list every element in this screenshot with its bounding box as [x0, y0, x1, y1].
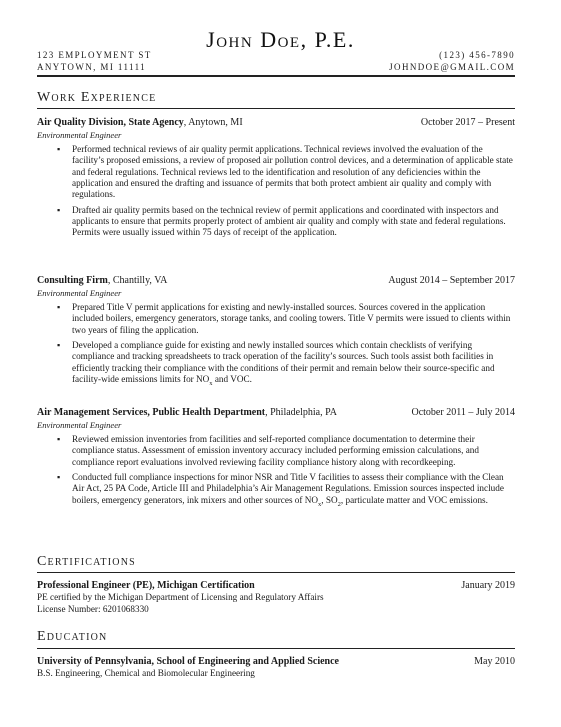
education-header	[37, 656, 515, 668]
certifications-divider	[37, 572, 515, 573]
employer-location: , Anytown, MI	[183, 117, 243, 128]
contact-row-2	[37, 62, 515, 73]
employer-name: Air Management Services, Public Health Department	[37, 407, 266, 418]
job-org	[37, 275, 167, 287]
email-link[interactable]: JOHNDOE@GMAIL.COM	[389, 62, 515, 72]
job-header	[37, 117, 515, 129]
graduation-date: May 2010	[474, 656, 515, 667]
job-header	[37, 275, 515, 287]
job-title: Environmental Engineer	[37, 130, 122, 140]
job-dates: October 2011 – July 2014	[411, 407, 515, 418]
job-title: Environmental Engineer	[37, 288, 122, 298]
phone: (123) 456-7890	[439, 50, 515, 60]
address-line1: 123 EMPLOYMENT ST	[37, 50, 152, 60]
certification-date: January 2019	[461, 580, 515, 591]
candidate-name: John Doe, P.E.	[206, 27, 355, 52]
job-org	[37, 407, 337, 419]
bullet-item: ▪ Performed technical reviews of air quality permit applications. Technical reviews involved the evaluation of the facility’s proposed emissions, a review of proposed air pollution control devices, and a determination of applicable state and federal regulations. Technical reviews led to the identification and resolution of any deficiencies within the application and ensured the drafting and issuance of permits that both protect ambient air quality and comply with regulations.	[72, 144, 515, 201]
employer-location: , Chantilly, VA	[107, 275, 168, 286]
section-title-education: Education	[37, 629, 108, 644]
job-bullets	[37, 302, 515, 389]
education-divider	[37, 648, 515, 649]
bullet-item	[72, 340, 515, 389]
school-name: University of Pennsylvania, School of Engineering and Applied Science	[37, 656, 339, 667]
bullet-item: ▪ Reviewed emission inventories from facilities and self-reported compliance documentation to determine their compliance status. Assessment of emission inventory accuracy included performing emission calculations, and compliance report evaluations involved reviewing facility compliance history along with recordkeeping.	[72, 434, 515, 468]
education-entry	[37, 656, 515, 680]
bullet-item	[72, 472, 515, 510]
job-title: Environmental Engineer	[37, 420, 122, 430]
certification-name: Professional Engineer (PE), Michigan Certification	[37, 580, 255, 591]
section-title-certifications: Certifications	[37, 554, 136, 569]
job-entry	[37, 117, 515, 243]
bullet-item: ▪ Prepared Title V permit applications for existing and newly-installed sources. Sources covered in the application included boilers, emergency generators, storage tanks, and cooling towers. Title V permits were issued to clients within two years of filing the application.	[72, 302, 515, 336]
address-line2: ANYTOWN, MI 11111	[37, 62, 147, 72]
experience-divider	[37, 108, 515, 109]
job-entry	[37, 275, 515, 393]
employer-name: Air Quality Division, State Agency	[37, 117, 184, 128]
certification-entry	[37, 580, 515, 615]
bullet-text: Developed a compliance guide for existing and newly installed sources which contain checklists of verifying compliance and tracking spreadsheets to track operation of the facility’s sources. Such tools assist both facilities in efficiently tracking their compliance with the conditions of their permit and remain below their source-specific and facility-wide emissions limits for $NO_x$ and VOC.	[72, 340, 495, 387]
job-entry	[37, 407, 515, 514]
contact-row-1	[37, 50, 515, 61]
certification-header	[37, 580, 515, 592]
job-header	[37, 407, 515, 419]
job-dates: August 2014 – September 2017	[388, 275, 515, 286]
job-org	[37, 117, 243, 129]
bullet-text: Conducted full compliance inspections for minor NSR and Title V facilities to assess their compliance with the Clean Air Act, 25 PA Code, Article III and Philadelphia’s Air Management Regulations. Emission sources inspected include boilers, emergency generators, ink mixers and other sources of $NO_x$, $SO_2$, particulate matter and VOC emissions.	[72, 472, 504, 508]
job-bullets	[37, 144, 515, 239]
bullet-item: ▪ Drafted air quality permits based on the technical review of permit applications and coordinated with inspectors and applicants to ensure that permits properly protect of ambient air quality and comply with state and federal regulations. Permits were usually issued within 75 days of receipt of the application.	[72, 205, 515, 239]
employer-name: Consulting Firm	[37, 275, 108, 286]
job-bullets	[37, 434, 515, 510]
license-number: License Number: 6201068330	[37, 603, 149, 614]
header-divider	[37, 75, 515, 77]
degree: B.S. Engineering, Chemical and Biomolecular Engineering	[37, 668, 255, 678]
section-title-experience: Work Experience	[37, 90, 157, 105]
certification-detail: PE certified by the Michigan Department of Licensing and Regulatory Affairs	[37, 592, 324, 602]
job-dates: October 2017 – Present	[420, 117, 515, 128]
employer-location: , Philadelphia, PA	[265, 407, 337, 418]
